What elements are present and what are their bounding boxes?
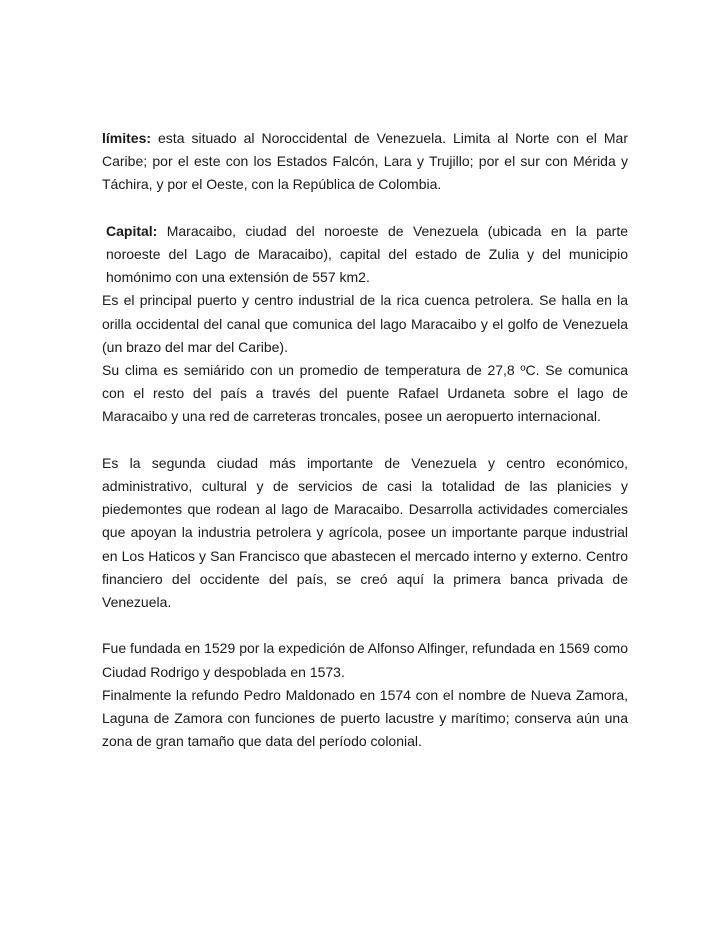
paragraph-fundacion: Fue fundada en 1529 por la expedición de Alfonso Alfinger, refundada en 1569 como Ciudad Rodrigo y despoblada en 1573. [102,640,628,680]
paragraph-gap [102,429,628,452]
paragraph-capital [102,220,628,290]
label-limites: límites: [102,130,152,146]
paragraph-importancia: Es la segunda ciudad más importante de Venezuela y centro económico, administrativo, cultural y de servicios de casi la totalidad de las planicies y piedemontes que rodean al lago de Maracaibo. Desarrolla actividades comerciales que apoyan la industria petrolera y agrícola, posee un importante parque industrial en Los Haticos y San Francisco que abastecen el mercado interno y externo. Centro financiero del occidente del país, se creó aquí la primera banca privada de Venezuela. [102,454,628,611]
paragraph-gap [102,614,628,637]
text-limites: esta situado al Noroccidental de Venezuela. Limita al Norte con el Mar Caribe; por el este con los Estados Falcón, Lara y Trujillo; por el sur con Mérida y Táchira, y por el Oeste, con la República de Colombia. [102,130,628,193]
paragraph-clima: Su clima es semiárido con un promedio de temperatura de 27,8 ºC. Se comunica con el resto del país a través del puente Rafael Urdaneta sobre el lago de Maracaibo y una red de carreteras troncales, posee un aeropuerto internacional. [102,362,628,425]
paragraph-puerto: Es el principal puerto y centro industrial de la rica cuenca petrolera. Se halla en la orilla occidental del canal que comunica del lago Maracaibo y el golfo de Venezuela (un brazo del mar del Caribe). [102,292,628,355]
paragraph-gap [102,197,628,220]
paragraph-limites [102,127,628,197]
paragraph-refundacion: Finalmente la refundo Pedro Maldonado en 1574 con el nombre de Nueva Zamora, Laguna de Zamora con funciones de puerto lacustre y marítimo; conserva aún una zona de gran tamaño que data del período colonial. [102,686,628,750]
text-capital: Maracaibo, ciudad del noroeste de Venezuela (ubicada en la parte noroeste del Lago de Maracaibo), capital del estado de Zulia y del municipio homónimo con una extensión de 557 km2. [106,222,628,286]
label-capital: Capital: [106,222,158,239]
document-page [102,127,628,753]
